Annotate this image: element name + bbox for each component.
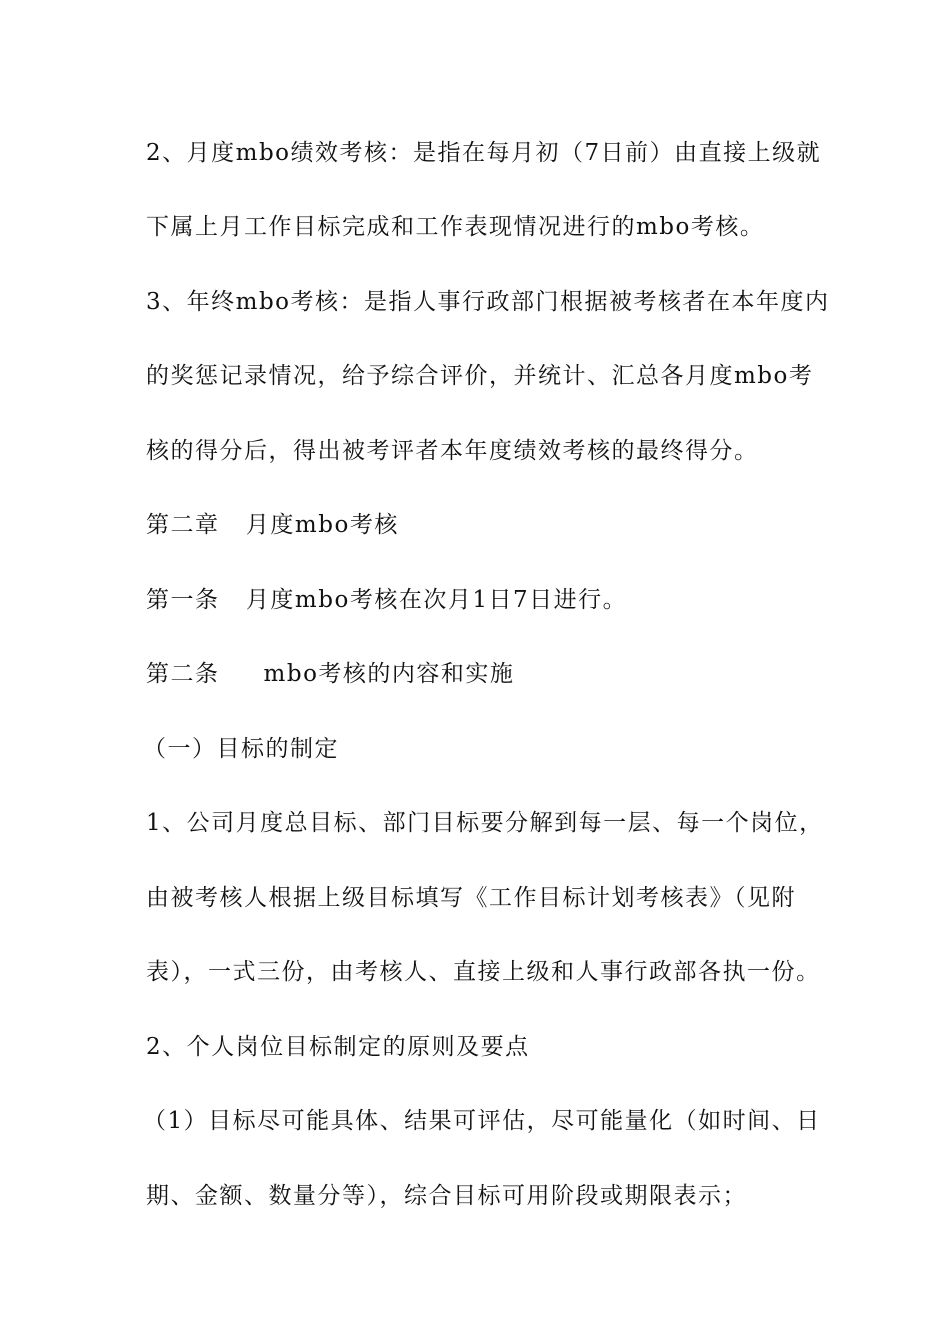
paragraph-line: 由被考核人根据上级目标填写《工作目标计划考核表》（见附 (146, 885, 796, 911)
paragraph-line: 的奖惩记录情况，给予综合评价，并统计、汇总各月度mbo考 (146, 363, 814, 389)
paragraph-line: 3、年终mbo考核：是指人事行政部门根据被考核者在本年度内 (146, 289, 830, 315)
paragraph-line: 核的得分后，得出被考评者本年度绩效考核的最终得分。 (146, 438, 759, 464)
chapter-heading: 第二章 月度mbo考核 (146, 512, 399, 538)
subsection-heading: 2、个人岗位目标制定的原则及要点 (146, 1034, 530, 1060)
paragraph-line: （1）目标尽可能具体、结果可评估，尽可能量化（如时间、日 (143, 1108, 821, 1134)
paragraph-line: 下属上月工作目标完成和工作表现情况进行的mbo考核。 (146, 214, 765, 240)
paragraph-line: 1、公司月度总目标、部门目标要分解到每一层、每一个岗位， (146, 810, 824, 836)
paragraph-line: 表），一式三份，由考核人、直接上级和人事行政部各执一份。 (146, 959, 821, 985)
article-line: 第二条 mbo考核的内容和实施 (146, 661, 515, 687)
paragraph-line: 2、月度mbo绩效考核：是指在每月初（7日前）由直接上级就 (146, 140, 822, 166)
paragraph-line: 期、金额、数量分等），综合目标可用阶段或期限表示； (146, 1183, 747, 1209)
section-heading: （一）目标的制定 (143, 736, 339, 762)
article-line: 第一条 月度mbo考核在次月1日7日进行。 (146, 587, 628, 613)
